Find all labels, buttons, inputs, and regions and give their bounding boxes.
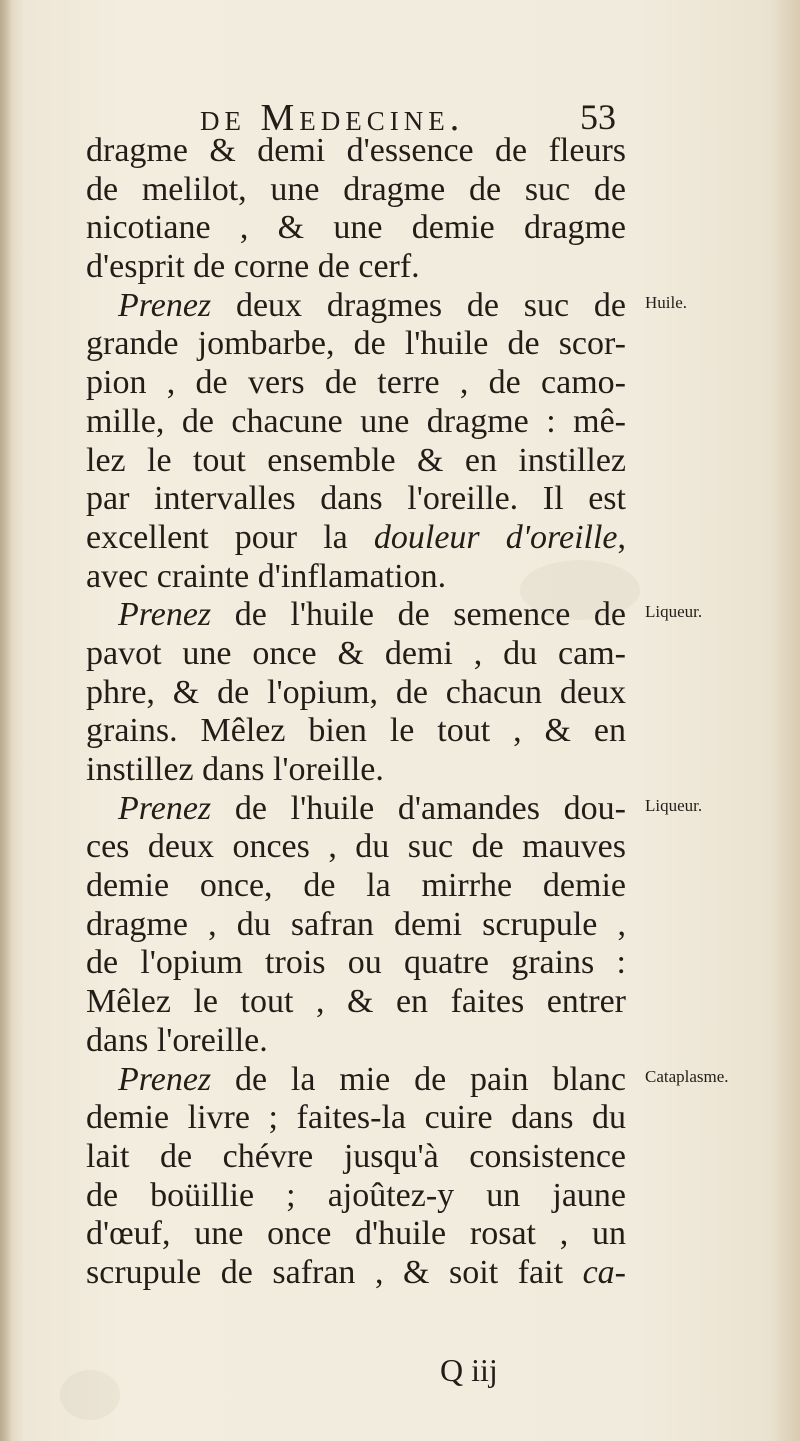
text-run: dragme , du safran demi scrupule , (86, 905, 626, 943)
page-gutter-shadow (0, 0, 12, 1441)
text-line (86, 1254, 626, 1293)
text-run: pion , de vers de terre , de camo- (86, 364, 626, 402)
italic-text: Prenez (118, 789, 212, 827)
text-line (86, 132, 626, 171)
text-run: scrupule de safran , & soit fait (86, 1253, 583, 1291)
text-run: de l'huile d'amandes dou- (211, 789, 626, 827)
text-line (86, 1022, 626, 1061)
text-line (86, 442, 626, 481)
text-line (86, 596, 626, 635)
text-run: de boüillie ; ajoûtez-y un jaune (86, 1176, 626, 1214)
text-line (86, 364, 626, 403)
text-run: dans l'oreille. (86, 1021, 268, 1059)
text-run: pavot une once & demi , du cam- (86, 634, 626, 672)
body-text (86, 132, 626, 1293)
text-run: demie livre ; faites-la cuire dans du (86, 1099, 626, 1137)
text-line (86, 906, 626, 945)
text-line (86, 828, 626, 867)
text-line (86, 1099, 626, 1138)
text-run: Mêlez le tout , & en faites entrer (86, 983, 626, 1021)
text-line (86, 325, 626, 364)
text-run: avec crainte d'inflamation. (86, 557, 447, 595)
text-run: grains. Mêlez bien le tout , & en (86, 712, 626, 750)
italic-text: Prenez (118, 1060, 212, 1098)
text-line (86, 403, 626, 442)
text-line (86, 983, 626, 1022)
margin-note: Cataplasme. (645, 1066, 729, 1086)
text-run: mille, de chacune une dragme : mê- (86, 402, 626, 440)
text-run: nicotiane , & une demie dragme (86, 209, 626, 247)
text-run: instillez dans l'oreille. (86, 751, 384, 788)
text-run: de l'huile de semence de (211, 596, 626, 634)
text-line (86, 790, 626, 829)
text-line (86, 635, 626, 674)
text-line (86, 171, 626, 210)
text-line (86, 1061, 626, 1100)
italic-text: Prenez (118, 596, 212, 634)
italic-text: ca- (582, 1253, 626, 1291)
margin-note: Huile. (645, 292, 688, 312)
text-line (86, 1177, 626, 1216)
text-run: d'esprit de corne de cerf. (86, 248, 420, 286)
text-run: d'œuf, une once d'huile rosat , un (86, 1215, 626, 1253)
italic-text: douleur d'oreille (373, 518, 618, 556)
margin-note: Liqueur. (645, 795, 703, 815)
text-line (86, 712, 626, 751)
text-run: deux dragmes de suc de (211, 286, 626, 324)
paper-stain (60, 1370, 120, 1420)
text-line (86, 248, 626, 287)
margin-note: Liqueur. (645, 602, 703, 622)
running-head: de Medecine. (200, 97, 465, 139)
signature-mark: Q iij (440, 1352, 498, 1388)
text-run: phre, & de l'opium, de chacun deux (86, 673, 626, 711)
text-run: lez le tout ensemble & en instillez (86, 441, 626, 479)
text-line (86, 867, 626, 906)
text-line (86, 480, 626, 519)
text-line (86, 519, 626, 558)
text-line (86, 287, 626, 326)
text-run: de l'opium trois ou quatre grains : (86, 944, 626, 982)
text-run: par intervalles dans l'oreille. Il est (86, 480, 626, 518)
text-line (86, 209, 626, 248)
text-line (86, 558, 626, 597)
text-run: dragme & demi d'essence de fleurs (86, 132, 626, 169)
text-run: lait de chévre jusqu'à consistence (86, 1137, 626, 1175)
text-line (86, 944, 626, 983)
text-run: ces deux onces , du suc de mauves (86, 828, 626, 866)
text-run: excellent pour la (86, 518, 374, 556)
text-line (86, 1215, 626, 1254)
text-line (86, 1138, 626, 1177)
text-run: , (617, 518, 626, 556)
text-run: demie once, de la mirrhe demie (86, 867, 626, 905)
page-number: 53 (580, 97, 616, 137)
text-run: de la mie de pain blanc (211, 1060, 626, 1098)
text-run: grande jombarbe, de l'huile de scor- (86, 325, 626, 363)
text-run: de melilot, une dragme de suc de (86, 170, 626, 208)
text-line (86, 751, 626, 790)
italic-text: Prenez (118, 286, 212, 324)
text-line (86, 674, 626, 713)
